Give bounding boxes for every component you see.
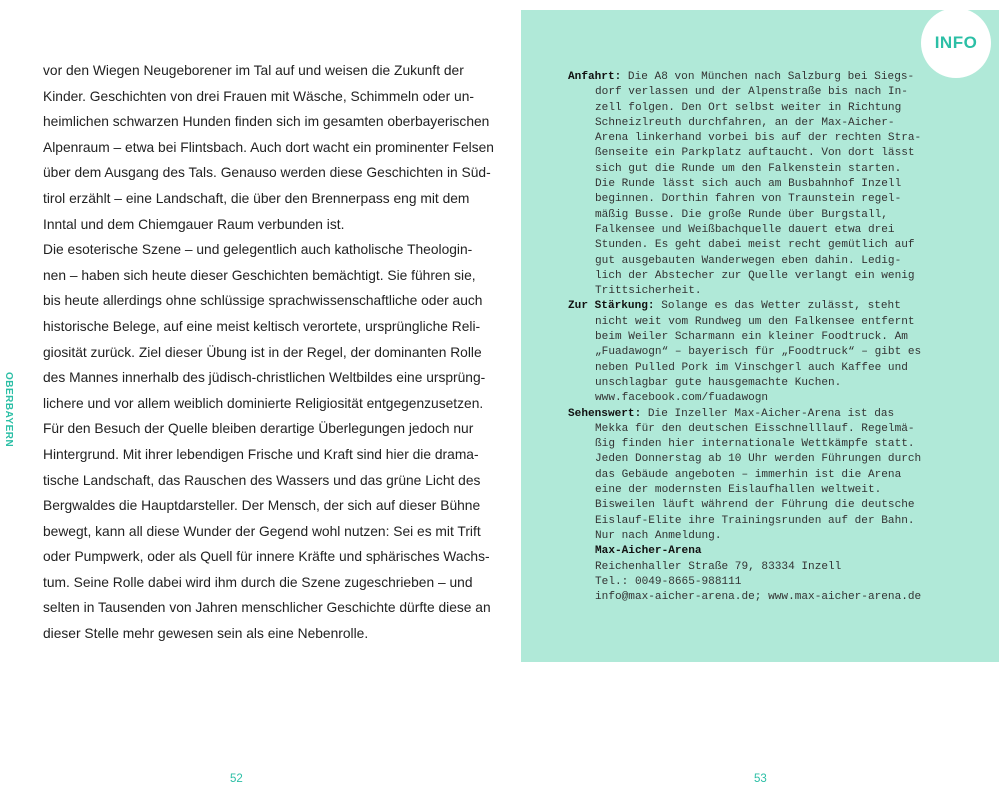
info-line: Stunden. Es geht dabei meist recht gemütlich auf	[595, 239, 915, 252]
info-line: nicht weit vom Rundweg um den Falkensee entfernt	[595, 315, 915, 328]
info-line: neben Pulled Pork im Vinschgerl auch Kaffee und	[595, 361, 908, 374]
venue-address: Reichenhaller Straße 79, 83334 Inzell	[595, 560, 842, 573]
text-line: Alpenraum – etwa bei Flintsbach. Auch dort wacht ein prominenter Felsen	[43, 139, 494, 155]
text-line: lichere und vor allem weiblich dominierte Religiosität entgegenzusetzen.	[43, 395, 484, 411]
text-line: bis heute allerdings ohne schlüssige sprachwissenschaftliche oder auch	[43, 293, 483, 309]
facebook-link[interactable]: www.facebook.com/fuadawogn	[595, 392, 769, 405]
info-line: Eislauf-Elite ihre Trainingsrunden auf der Bahn.	[595, 514, 915, 527]
text-line: tische Landschaft, das Rauschen des Wassers und das grüne Licht des	[43, 472, 481, 488]
info-line: Jeden Donnerstag ab 10 Uhr werden Führungen durch	[595, 453, 922, 466]
info-badge	[921, 8, 991, 78]
info-line: zell folgen. Den Ort selbst weiter in Richtung	[595, 101, 902, 114]
text-line: Hintergrund. Mit ihrer lebendigen Frische und Kraft sind hier die drama-	[43, 446, 479, 462]
text-line: historische Belege, auf eine meist keltisch verortete, ursprüngliche Reli-	[43, 318, 481, 334]
body-text	[43, 58, 494, 647]
info-line: beginnen. Dorthin fahren von Traunstein regel-	[595, 193, 902, 206]
text-line: des Mannes innerhalb des jüdisch-christlichen Weltbildes eine ursprüng-	[43, 370, 486, 386]
venue-phone: Tel.: 0049-8665-988111	[595, 575, 742, 588]
paragraph-1	[43, 58, 494, 237]
text-line: Kinder. Geschichten von drei Frauen mit Wäsche, Schimmeln oder un-	[43, 88, 474, 104]
info-badge-label: INFO	[934, 33, 978, 52]
venue-contact-links[interactable]: info@max-aicher-arena.de; www.max-aicher-arena.de	[595, 591, 922, 604]
section-label: Sehenswert:	[568, 407, 642, 420]
info-section-staerkung	[568, 299, 993, 406]
page-number: 53	[754, 773, 767, 785]
chapter-side-label: OBERBAYERN	[3, 372, 14, 448]
info-line: Bisweilen läuft während der Führung die deutsche	[595, 499, 915, 512]
text-line: tum. Seine Rolle dabei wird ihm durch die Szene zugeschrieben – und	[43, 574, 473, 590]
info-box	[521, 10, 999, 662]
info-line: Trittsicherheit.	[595, 285, 702, 298]
text-line: nen – haben sich heute dieser Geschichten bemächtigt. Sie führen sie,	[43, 267, 476, 283]
info-line: Falkensee und Weißbachquelle dauert etwa drei	[595, 223, 895, 236]
paragraph-2	[43, 237, 486, 416]
text-line: giosität zurück. Ziel dieser Übung ist in der Regel, der dominanten Rolle	[43, 344, 482, 360]
section-label: Zur Stärkung:	[568, 300, 655, 313]
info-line: beim Weiler Scharmann ein kleiner Foodtruck. Am	[595, 331, 908, 344]
info-section-sehenswert	[568, 407, 993, 606]
section-text: Die Inzeller Max-Aicher-Arena ist das	[641, 407, 895, 420]
text-line: Für den Besuch der Quelle bleiben derartige Überlegungen jedoch nur	[43, 421, 474, 437]
info-line: ßig finden hier internationale Wettkämpfe statt.	[595, 438, 915, 451]
info-line: eine der modernsten Eislaufhallen weltweit.	[595, 484, 882, 497]
info-line: Mekka für den deutschen Eisschnelllauf. Regelmä-	[595, 422, 915, 435]
info-line: Nur nach Anmeldung.	[595, 529, 722, 542]
info-line: das Gebäude angeboten – immerhin ist die Arena	[595, 468, 902, 481]
info-line: lich der Abstecher zur Quelle verlangt ein wenig	[595, 269, 915, 282]
info-content	[568, 70, 993, 605]
info-section-anfahrt	[568, 70, 993, 299]
text-line: Inntal und dem Chiemgauer Raum verbunden ist.	[43, 216, 345, 232]
text-line: bewegt, kann all diese Wunder der Gegend wohl nutzen: Sei es mit Trift	[43, 523, 481, 539]
info-line: Arena linkerhand vorbei bis auf der rechten Stra-	[595, 132, 922, 145]
text-line: oder Pumpwerk, oder als Quell für innere Kräfte und sphärisches Wachs-	[43, 549, 490, 565]
paragraph-3	[43, 416, 491, 646]
info-line: gut ausgebauten Wanderwegen eben dahin. Ledig-	[595, 254, 902, 267]
text-line: heimlichen schwarzen Hunden finden sich im gesamten oberbayerischen	[43, 114, 490, 130]
text-line: Die esoterische Szene – und gelegentlich auch katholische Theologin-	[43, 242, 473, 258]
info-line: mäßig Busse. Die große Runde über Burgstall,	[595, 208, 888, 221]
info-line: Die Runde lässt sich auch am Busbahnhof Inzell	[595, 178, 902, 191]
section-text: Die A8 von München nach Salzburg bei Siegs-	[621, 71, 915, 83]
info-line: Schneizlreuth durchfahren, an der Max-Aicher-	[595, 116, 895, 129]
section-label: Anfahrt:	[568, 71, 622, 83]
text-line: tirol erzählt – eine Landschaft, die über den Brennerpass eng mit dem	[43, 190, 470, 206]
info-line: unschlagbar gute hausgemachte Kuchen.	[595, 376, 842, 389]
section-text: Solange es das Wetter zulässt, steht	[654, 300, 901, 313]
info-line: ßenseite ein Parkplatz auftaucht. Von dort lässt	[595, 147, 915, 160]
text-line: Bergwaldes die Hauptdarsteller. Der Mensch, der sich auf dieser Bühne	[43, 498, 481, 514]
text-line: über dem Ausgang des Tals. Genauso werden diese Geschichten in Süd-	[43, 165, 491, 181]
info-line: dorf verlassen und der Alpenstraße bis nach In-	[595, 86, 908, 99]
text-line: vor den Wiegen Neugeborener im Tal auf und weisen die Zukunft der	[43, 63, 464, 78]
text-line: selten in Tausenden von Jahren menschlicher Geschichte dürfte diese an	[43, 600, 491, 616]
right-page	[500, 0, 1000, 800]
text-line: dieser Stelle mehr gewesen sein als eine Nebenrolle.	[43, 626, 369, 642]
info-line: „Fuadawogn“ – bayerisch für „Foodtruck“ – gibt es	[595, 346, 922, 359]
page-number: 52	[230, 773, 243, 785]
info-line: sich gut die Runde um den Falkenstein starten.	[595, 162, 902, 175]
venue-name: Max-Aicher-Arena	[595, 545, 702, 558]
